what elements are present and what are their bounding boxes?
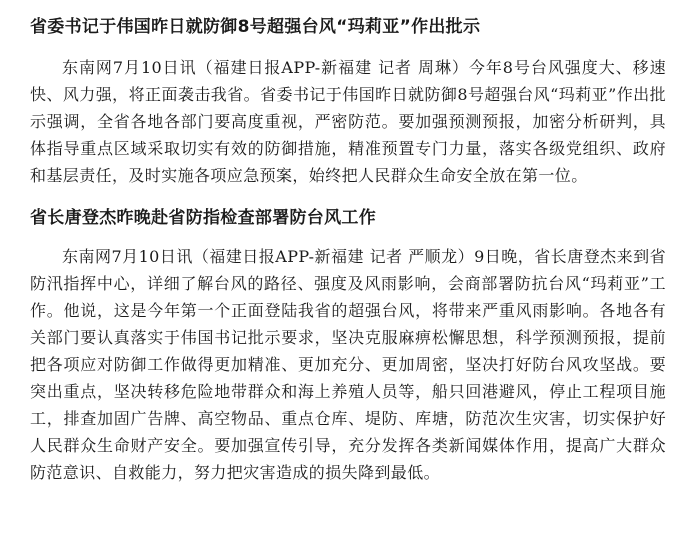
article-1-title: 省委书记于伟国昨日就防御8号超强台风“玛莉亚”作出批示 (30, 17, 481, 37)
article-2-title: 省长唐登杰昨晚赴省防指检查部署防台风工作 (30, 208, 376, 228)
article-1-body: 东南网7月10日讯（福建日报APP-新福建 记者 周琳）今年8号台风强度大、移速快、风力强，将正面袭击我省。省委书记于伟国昨日就防御8号超强台风“玛莉亚”作出批示强调，全省各地各部门要高度重视，严密防范。要加强预测预报，加密分析研判，具体指导重点区域采取切实有效的防御措施，精准预置专门力量，落实各级党组织、政府和基层责任，及时实施各项应急预案，始终把人民群众生命安全放在第一位。 (30, 58, 666, 185)
article-2-body: 东南网7月10日讯（福建日报APP-新福建 记者 严顺龙）9日晚，省长唐登杰来到省防汛指挥中心，详细了解台风的路径、强度及风雨影响，会商部署防抗台风“玛莉亚”工作。他说，这是今年第一个正面登陆我省的超强台风，将带来严重风雨影响。各地各有关部门要认真落实于伟国书记批示要求，坚决克服麻痹松懈思想，科学预测预报，提前把各项应对防御工作做得更加精准、更加充分、更加周密，坚决打好防台风攻坚战。要突出重点，坚决转移危险地带群众和海上养殖人员等，船只回港避风，停止工程项目施工，排查加固广告牌、高空物品、重点仓库、堤防、库塘，防范次生灾害，切实保护好人民群众生命财产安全。要加强宣传引导，充分发挥各类新闻媒体作用，提高广大群众防范意识、自救能力，努力把灾害造成的损失降到最低。 (30, 247, 666, 482)
